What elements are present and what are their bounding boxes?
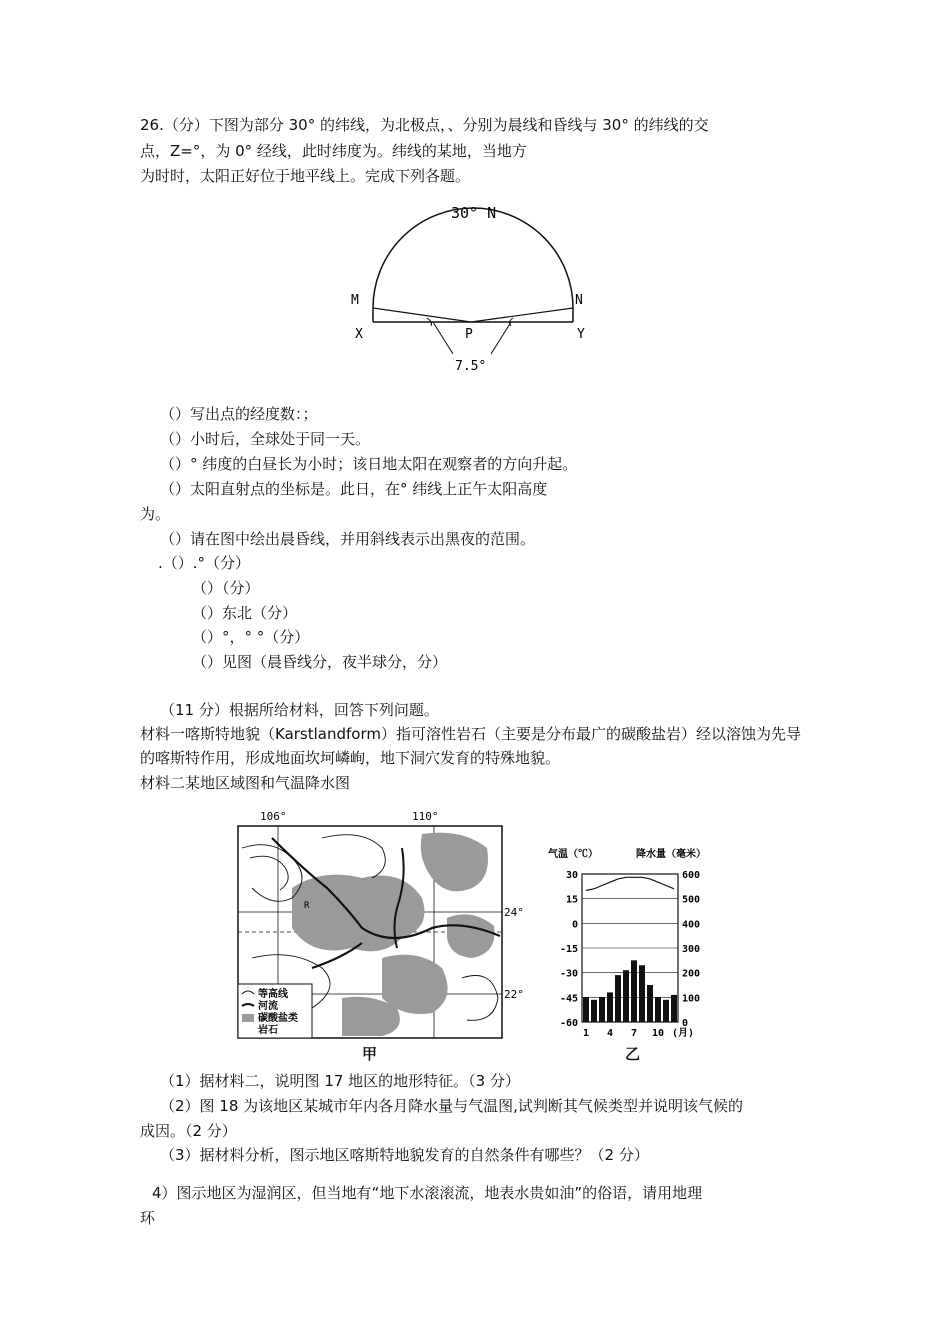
precip-bar <box>615 975 621 1022</box>
precip-tick-label: 100 <box>682 993 701 1005</box>
precip-bar <box>583 997 589 1022</box>
precip-tick-label: 500 <box>682 894 701 906</box>
lat-22: 22° <box>504 988 524 1001</box>
month-tick-label: 7 <box>630 1028 638 1039</box>
lon-110: 110° <box>412 810 439 823</box>
q26-item-4-cont: 为。 <box>140 505 171 523</box>
precip-bar <box>655 997 661 1022</box>
label-x: X <box>355 327 363 342</box>
q27-question-4: 4）图示地区为湿润区，但当地有“地下水滚滚流，地表水贵如油”的俗语，请用地理 <box>152 1184 703 1202</box>
precip-axis-title: 降水量（毫米） <box>636 849 706 860</box>
q27-material-1: 材料一喀斯特地貌（Karstlandform）指可溶性岩石（主要是分布最广的碳酸盐岩）经以溶蚀为先导的喀斯特作用，形成地面坎坷嶙峋，地下洞穴发育的特殊地貌。 <box>140 725 801 767</box>
precip-bar <box>591 1000 597 1022</box>
q27-intro: （11 分）根据所给材料，回答下列问题。 <box>160 701 439 719</box>
q26-intro-line-2: 点，Z=°，为 0° 经线，此时纬度为。纬线的某地，当地方 <box>140 142 527 160</box>
q26-answer-3: （）东北（分） <box>192 604 298 622</box>
temp-tick-label: 30 <box>565 870 578 881</box>
temp-tick-label: -60 <box>559 1018 578 1029</box>
q27-question-3: （3）据材料分析，图示地区喀斯特地貌发育的自然条件有哪些？（2 分） <box>160 1146 649 1164</box>
label-m: M <box>351 293 359 308</box>
q27-question-2: （2）图 18 为该地区某城市年内各月降水量与气温图,试判断其气候类型并说明该气候的 <box>160 1097 743 1115</box>
precip-bar <box>623 970 629 1022</box>
label-30n: 30° N <box>451 204 497 222</box>
q26-answer-5: （）见图（晨昏线分，夜半球分，分） <box>192 653 448 671</box>
precip-bar <box>671 995 677 1022</box>
map-caption: 甲 <box>362 1045 378 1063</box>
temperature-line <box>586 877 674 890</box>
precip-tick-label: 300 <box>682 944 701 955</box>
label-n: N <box>575 293 583 308</box>
river-label: R <box>304 901 310 911</box>
precip-bar <box>607 992 613 1022</box>
precip-tick-label: 600 <box>682 870 701 881</box>
q26-answer-1: .（）.°（分） <box>158 554 251 572</box>
lat-24: 24° <box>504 906 524 919</box>
q26-item-5: （）请在图中绘出晨昏线，并用斜线表示出黑夜的范围。 <box>160 530 536 548</box>
q27-question-4-cont: 环 <box>140 1209 156 1227</box>
precip-bar <box>663 1000 669 1022</box>
temp-tick-label: 15 <box>565 894 578 906</box>
q26-item-3: （）° 纬度的白昼长为小时；该日地太阳在观察者的方向升起。 <box>160 455 578 473</box>
legend-river: 河流 <box>258 1001 278 1012</box>
temp-axis-title: 气温（℃） <box>548 849 598 860</box>
legend-contour: 等高线 <box>258 989 288 1000</box>
region-map <box>232 808 532 1050</box>
q26-item-1: （）写出点的经度数：； <box>160 405 318 423</box>
q26-intro-line-1: 26.（分）下图为部分 30° 的纬线，为北极点，、分别为晨线和昏线与 30° 的纬线的交 <box>140 116 709 134</box>
label-angle: 7.5° <box>455 359 487 374</box>
q26-answer-2: （）（分） <box>192 579 260 597</box>
q26-item-4: （）太阳直射点的坐标是。此日，在° 纬线上正午太阳高度 <box>160 480 548 498</box>
legend-carbonate: 碳酸盐类 <box>258 1013 298 1024</box>
q26-answer-4: （）°，° °（分） <box>192 628 310 646</box>
temp-tick-label: -30 <box>559 968 578 980</box>
climate-chart <box>540 842 730 1042</box>
precip-bar <box>639 965 645 1022</box>
month-tick-label: 1 <box>582 1028 590 1039</box>
climate-caption: 乙 <box>625 1045 641 1063</box>
lon-106: 106° <box>260 810 287 823</box>
precip-tick-label: 0 <box>682 1018 689 1029</box>
temp-tick-label: -15 <box>559 944 578 955</box>
month-unit-label: (月) <box>672 1028 695 1039</box>
q26-intro-line-3: 为时时，太阳正好位于地平线上。完成下列各题。 <box>140 167 471 185</box>
precip-tick-label: 400 <box>682 919 701 931</box>
latitude-diagram <box>345 198 605 376</box>
precip-bar <box>647 985 653 1022</box>
temp-tick-label: -45 <box>559 993 578 1005</box>
q27-material-2: 材料二某地区域图和气温降水图 <box>140 774 351 792</box>
month-tick-label: 4 <box>606 1028 614 1039</box>
legend-rock: 岩石 <box>258 1025 278 1036</box>
month-tick-label: 10 <box>651 1028 665 1039</box>
label-p: P <box>465 327 473 342</box>
precip-bar <box>599 997 605 1022</box>
label-y: Y <box>577 327 585 342</box>
q27-question-2-cont: 成因。（2 分） <box>140 1122 237 1140</box>
temp-tick-label: 0 <box>571 919 578 931</box>
q26-item-2: （）小时后，全球处于同一天。 <box>160 430 371 448</box>
precip-tick-label: 200 <box>682 968 701 980</box>
precip-bar <box>631 960 637 1022</box>
q27-question-1: （1）据材料二，说明图 17 地区的地形特征。（3 分） <box>160 1072 520 1090</box>
